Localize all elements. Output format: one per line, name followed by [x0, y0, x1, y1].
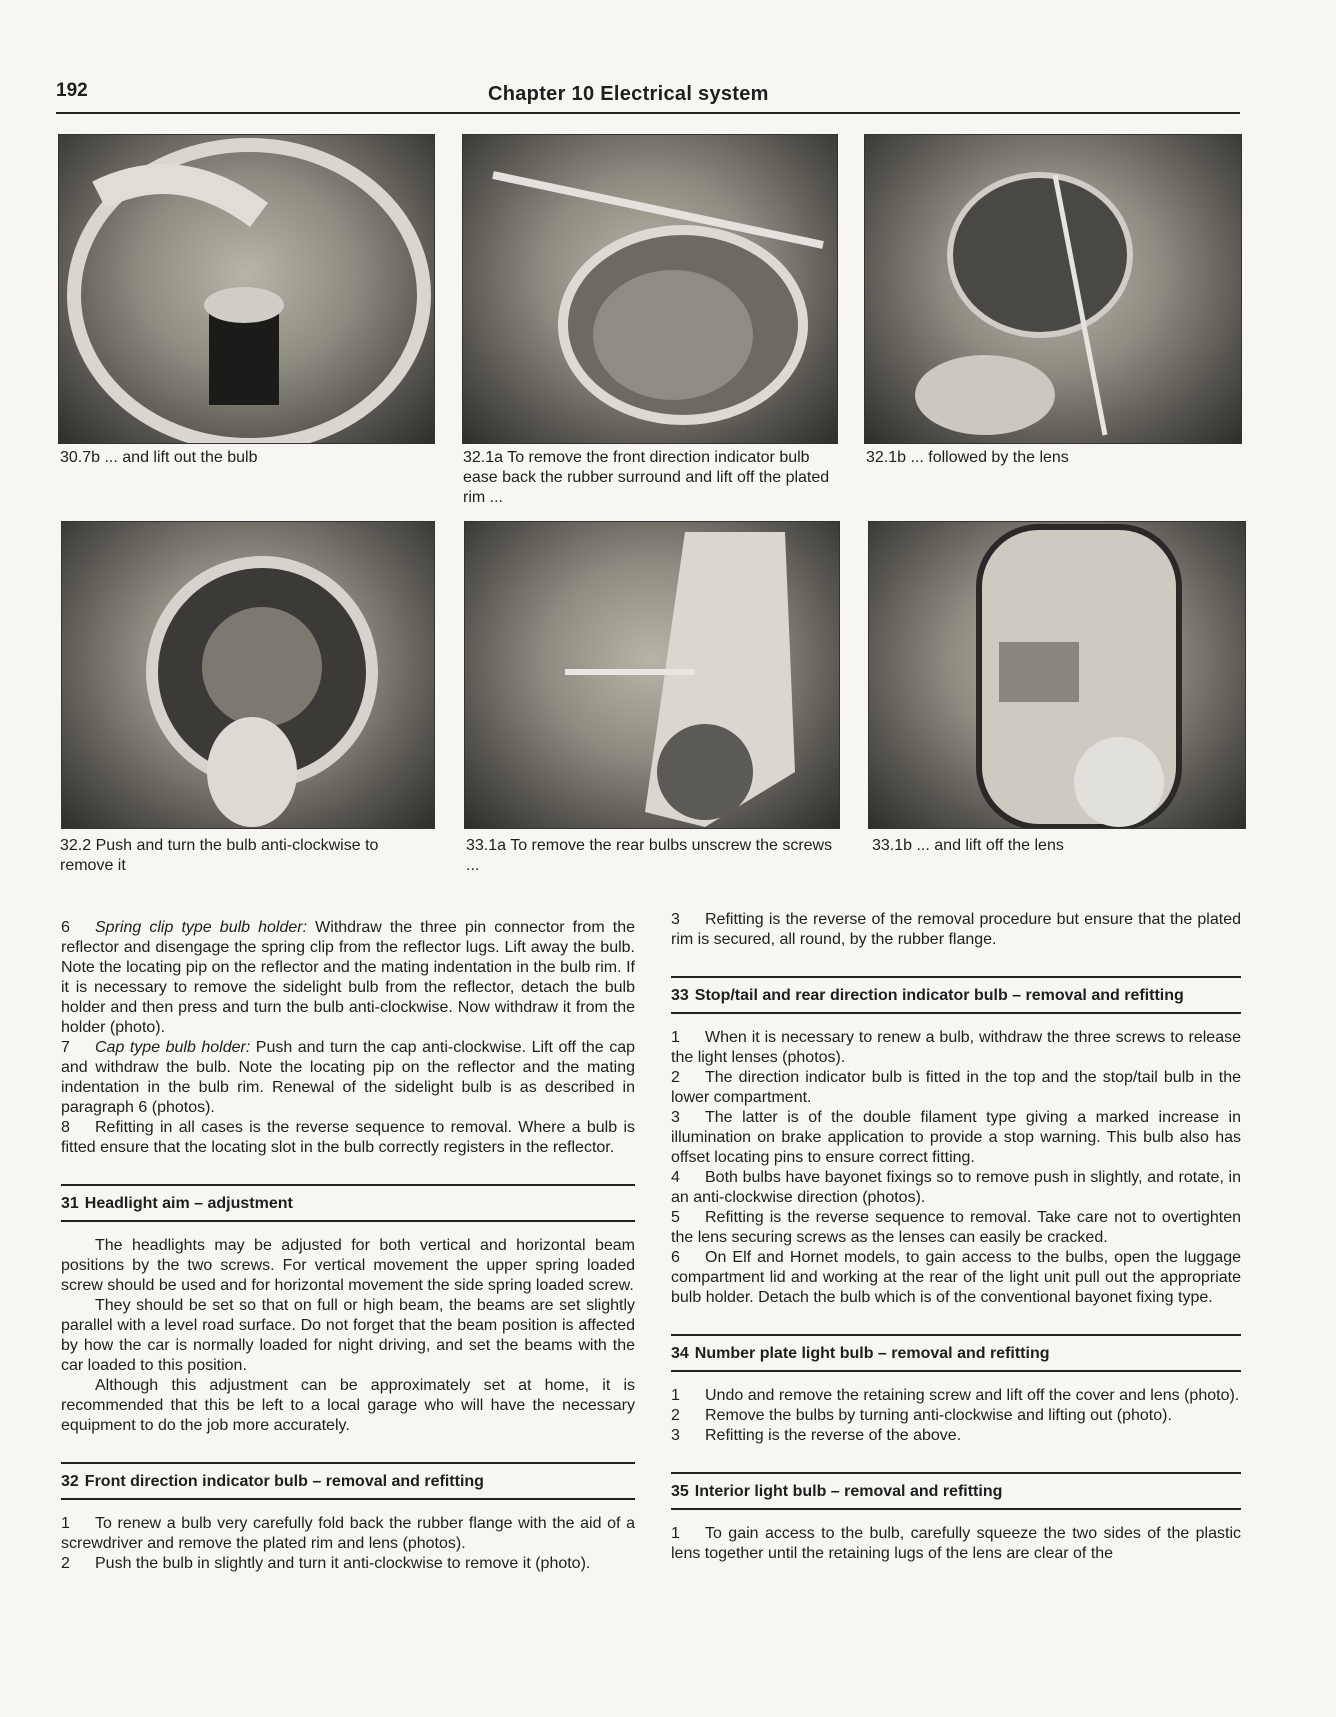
section-34-heading: 34 Number plate light bulb – removal and refitting: [671, 1334, 1241, 1372]
section-33-step-3: 3 The latter is of the double filament type giving a marked increase in illumination on brake application to provide a stop warning. This bulb also has offset locating pins to ensure correct fitting.: [671, 1109, 1241, 1166]
photo-32-1a: [462, 134, 838, 444]
section-32-step-3: 3 Refitting is the reverse of the removal procedure but ensure that the plated rim is secured, all round, by the rubber flange.: [671, 911, 1241, 948]
photo-32-1b: [864, 134, 1242, 444]
section-33-step-5: 5 Refitting is the reverse sequence to removal. Take care not to overtighten the lens securing screws as the lenses can easily be cracked.: [671, 1209, 1241, 1246]
caption-32-1a: 32.1a To remove the front direction indicator bulb ease back the rubber surround and lift off the plated rim ...: [463, 449, 830, 506]
page-number: 192: [56, 80, 88, 101]
section-32-step-1: 1 To renew a bulb very carefully fold back the rubber flange with the aid of a screwdriver and remove the plated rim and lens (photos).: [61, 1515, 635, 1552]
caption-32-1b: 32.1b ... followed by the lens: [866, 449, 1069, 466]
caption-32-2: 32.2 Push and turn the bulb anti-clockwise to remove it: [60, 837, 379, 874]
section-32-heading: 32 Front direction indicator bulb – removal and refitting: [61, 1462, 635, 1500]
section-34-step-3: 3 Refitting is the reverse of the above.: [671, 1427, 962, 1444]
section-34-step-2: 2 Remove the bulbs by turning anti-clockwise and lifting out (photo).: [671, 1407, 1172, 1424]
header-rule: [56, 112, 1240, 114]
section-31-paragraph-2: They should be set so that on full or high beam, the beams are set slightly parallel with a level road surface. Do not forget that the beam position is affected by how the car is normally loaded for night driving, and set the beams with the car loaded to this position.: [61, 1297, 635, 1374]
section-33-step-1: 1 When it is necessary to renew a bulb, withdraw the three screws to release the light lenses (photos).: [671, 1029, 1241, 1066]
section-32-step-2: 2 Push the bulb in slightly and turn it anti-clockwise to remove it (photo).: [61, 1555, 591, 1572]
paragraph-6: 6 Spring clip type bulb holder: Withdraw the three pin connector from the reflector and disengage the spring clip from the reflector lugs. Lift away the bulb. Note the locating pip on the reflector and the mating indentation in the bulb rim. If it is necessary to remove the sidelight bulb from the reflector, detach the bulb holder and then press and turn the bulb anti-clockwise. Now withdraw it from the holder (photo).: [61, 919, 635, 1036]
section-33-heading: 33 Stop/tail and rear direction indicator bulb – removal and refitting: [671, 976, 1241, 1014]
section-33-step-4: 4 Both bulbs have bayonet fixings so to remove push in slightly, and rotate, in an anti-clockwise direction (photos).: [671, 1169, 1241, 1206]
section-31-heading: 31 Headlight aim – adjustment: [61, 1184, 635, 1222]
photo-30-7b: [58, 134, 435, 444]
paragraph-8: 8 Refitting in all cases is the reverse sequence to removal. Where a bulb is fitted ensure that the locating slot in the bulb correctly registers in the reflector.: [61, 1119, 635, 1156]
section-33-step-2: 2 The direction indicator bulb is fitted in the top and the stop/tail bulb in the lower compartment.: [671, 1069, 1241, 1106]
caption-30-7b: 30.7b ... and lift out the bulb: [60, 449, 258, 466]
photo-32-2: [61, 521, 435, 829]
caption-33-1b: 33.1b ... and lift off the lens: [872, 837, 1064, 854]
paragraph-7: 7 Cap type bulb holder: Push and turn the cap anti-clockwise. Lift off the cap and withdraw the bulb. Note the locating pip on the reflector and the mating indentation in the bulb rim. Renewal of the sidelight bulb is as described in paragraph 6 (photos).: [61, 1039, 635, 1116]
chapter-title: Chapter 10 Electrical system: [488, 83, 769, 105]
photo-33-1a: [464, 521, 840, 829]
section-35-step-1: 1 To gain access to the bulb, carefully squeeze the two sides of the plastic lens together until the retaining lugs of the lens are clear of the: [671, 1525, 1241, 1562]
section-33-step-6: 6 On Elf and Hornet models, to gain access to the bulbs, open the luggage compartment lid and working at the rear of the light unit pull out the appropriate bulb holder. Detach the bulb which is of the conventional bayonet fixing type.: [671, 1249, 1241, 1306]
section-34-step-1: 1 Undo and remove the retaining screw and lift off the cover and lens (photo).: [671, 1387, 1240, 1404]
section-31-paragraph-1: The headlights may be adjusted for both vertical and horizontal beam positions by the two screws. For vertical movement the upper spring loaded screw should be used and for horizontal movement the side spring loaded screw.: [61, 1237, 635, 1294]
section-31-paragraph-3: Although this adjustment can be approximately set at home, it is recommended that this be left to a local garage who will have the necessary equipment to do the job more accurately.: [61, 1377, 635, 1434]
caption-33-1a: 33.1a To remove the rear bulbs unscrew the screws ...: [466, 837, 833, 874]
photo-33-1b: [868, 521, 1246, 829]
section-35-heading: 35 Interior light bulb – removal and refitting: [671, 1472, 1241, 1510]
right-column: [671, 910, 1241, 1564]
left-column: [61, 918, 635, 1574]
